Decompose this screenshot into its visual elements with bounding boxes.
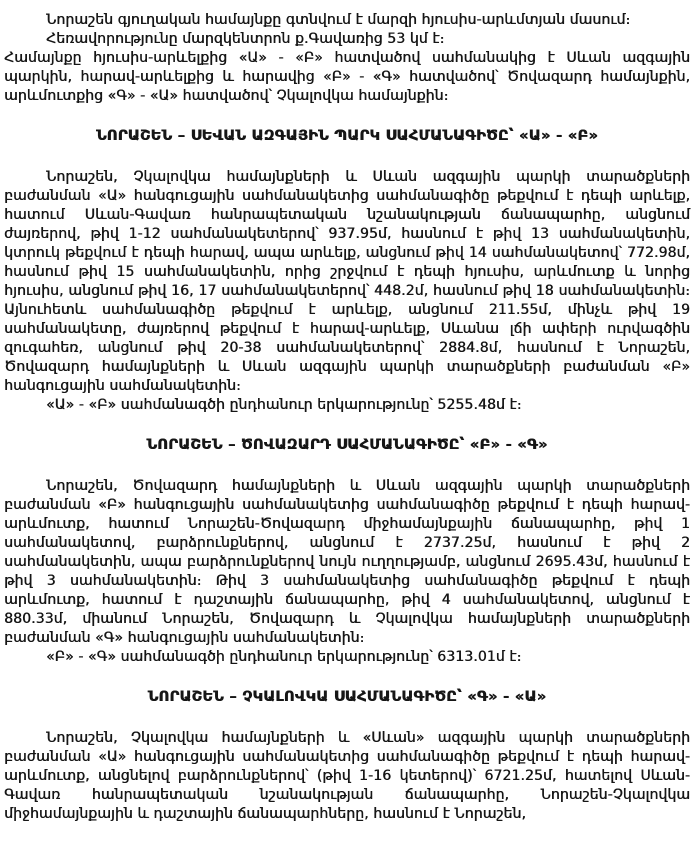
intro-distance-paragraph: Հեռավորությունը մարզկենտրոն ք.Գավառից 53 կմ է։ xyxy=(46,31,445,47)
intro-borders-paragraph: Համայնքը հյուսիս-արևելքից «Ա» - «Բ» հատվածով սահմանակից է Սևան ազգային պարկին, հարավ-արևելքից և հարավից «Բ» - «Գ» հատվածով՝ Ծովազարդ համայնքին, արևմուտքից «Գ» - «Ա» հատվածով՝ Չկալովկա համայնքին։ xyxy=(4,50,690,104)
section-1-heading: ՆՈՐԱՇԵՆ – ՍԵՎԱՆ ԱԶԳԱՅԻՆ ՊԱՐԿ ՍԱՀՄԱՆԱԳԻԾԸ՝ «Ա» - «Բ» xyxy=(95,127,599,144)
section-2-heading: ՆՈՐԱՇԵՆ – ԾՈՎԱԶԱՐԴ ՍԱՀՄԱՆԱԳԻԾԸ՝ «Բ» - «Գ» xyxy=(146,436,548,453)
section-3-heading: ՆՈՐԱՇԵՆ – ՉԿԱԼՈՎԿԱ ՍԱՀՄԱՆԱԳԻԾԸ՝ «Գ» - «Ա» xyxy=(147,688,547,705)
section-2-total-length: «Բ» - «Գ» սահմանագծի ընդհանուր երկարությունը՝ 6313.01մ է։ xyxy=(46,649,522,665)
section-1-total-length: «Ա» - «Բ» սահմանագծի ընդհանուր երկարությունը՝ 5255.48մ է։ xyxy=(46,397,522,413)
section-2-body: Նորաշեն, Ծովազարդ համայնքների և Սևան ազգային պարկի տարածքների բաժանման «Բ» հանգուցային սահմանակետից սահմանագիծը թեքվում է դեպի հարավ-արևմուտք, հատում Նորաշեն-Ծովազարդ միջհամայնքային ճանապարհը, թիվ 1 սահմանակետով, բարձրունքներով, անցնում է 2737.25մ, հասնում է թիվ 2 սահմանակետին, ապա բարձրունքներով նույն ուղղությամբ, անցնում 2695.43մ, հասնում է թիվ 3 սահմանակետին։ Թիվ 3 սահմանակետից սահմանագիծը թեքվում է դեպի արևմուտք, հատում է դաշտային ճանապարհը, թիվ 4 սահմանակետով, անցնում է 880.33մ, միանում Նորաշեն, Ծովազարդ և Չկալովկա համայնքների տարածքների բաժանման «Գ» հանգուցային սահմանակետին։ xyxy=(4,478,690,646)
section-3-body: Նորաշեն, Չկալովկա համայնքների և «Սևան» ազգային պարկի տարածքների բաժանման «Ա» հանգուցային սահմանակետից սահմանագիծը թեքվում է դեպի հարավ-արևմուտք, անցնելով բարձրունքներով՝ (թիվ 1-16 կետերով)՝ 6721.25մ, հատելով Սևան-Գավառ հանրապետական նշանակության ճանապարհը, Նորաշեն-Չկալովկա միջհամայնքային և դաշտային ճանապարհները, հասնում է Նորաշեն, xyxy=(4,730,690,822)
section-1-body: Նորաշեն, Չկալովկա համայնքների և Սևան ազգային պարկի տարածքների բաժանման «Ա» հանգուցային սահմանակետից սահմանագիծը թեքվում է դեպի արևելք, հատում Սևան-Գավառ հանրապետական նշանակության ճանապարհը, անցնում ժայռերով, թիվ 1-12 սահմանակետերով՝ 937.95մ, հասնում է թիվ 13 սահմանակետին, կտրուկ թեքվում է դեպի հարավ, ապա արևելք, անցնում թիվ 14 սահմանակետով՝ 772.98մ, հասնում թիվ 15 սահմանակետին, որից շրջվում է դեպի հյուսիս, արևմուտք և նորից հյուսիս, անցնում թիվ 16, 17 սահմանակետերով՝ 448.2մ, հասնում թիվ 18 սահմանակետին։ Այնուհետև սահմանագիծը թեքվում է արևելք, անցնում 211.55մ, մինչև թիվ 19 սահմանակետը, ժայռերով թեքվում է հարավ-արևելք, Սևանա լճի ափերի ուրվագծին զուգահեռ, անցնում թիվ 20-38 սահմանակետերով՝ 2884.8մ, հասնում է Նորաշեն, Ծովազարդ համայնքների և Սևան ազգային պարկի տարածքների բաժանման «Բ» հանգուցային սահմանակետին։ xyxy=(4,169,690,394)
intro-location-paragraph: Նորաշեն գյուղական համայնքը գտնվում է մարզի հյուսիս-արևմտյան մասում։ xyxy=(46,12,631,28)
